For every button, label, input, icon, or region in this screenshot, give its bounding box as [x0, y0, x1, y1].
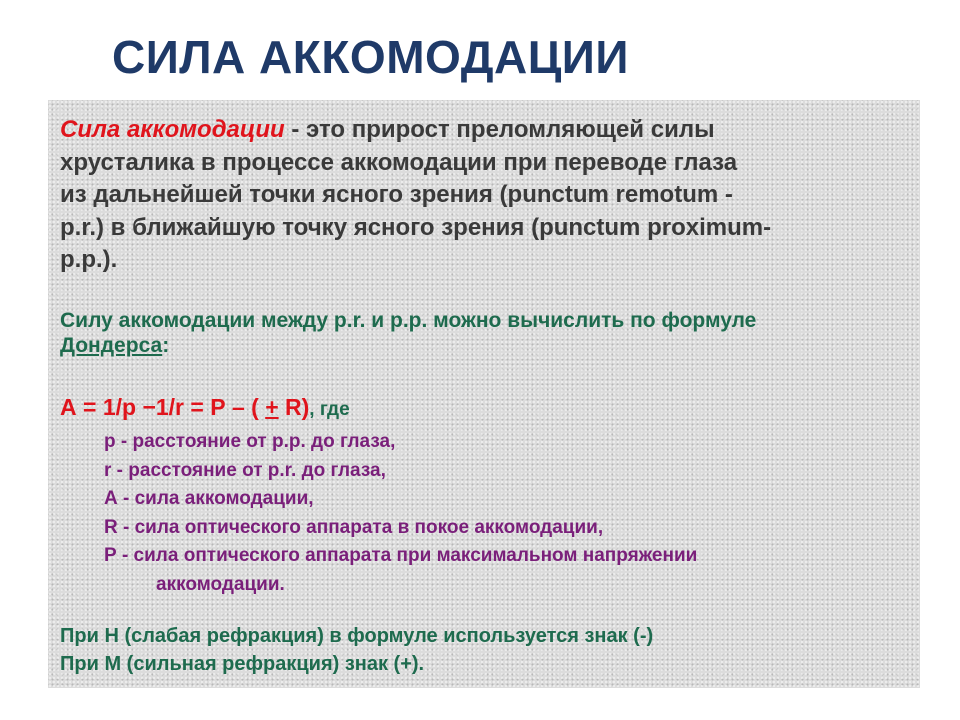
- definition-line-4: p.r.) в ближайшую точку ясного зрения (punctum proximum-: [60, 213, 772, 241]
- definition-line-1-rest: - это прирост преломляющей силы: [284, 116, 715, 143]
- note-line: При Н (слабая рефракция) в формуле используется знак (-): [60, 625, 654, 647]
- formula-legend: [104, 428, 697, 599]
- method-line-1: Силу аккомодации между p.r. и p.p. можно вычислить по формуле: [60, 309, 757, 332]
- slide-title: СИЛА АККОМОДАЦИИ: [112, 31, 629, 83]
- definition-line-5: p.p.).: [60, 246, 118, 273]
- donders-link[interactable]: Дондерса: [60, 334, 163, 357]
- definition-term: Сила аккомодации: [60, 116, 285, 143]
- definition-line-2: хрусталика в процессе аккомодации при переводе глаза: [60, 148, 738, 176]
- legend-item: А - сила аккомодации,: [104, 488, 314, 509]
- definition-line-1: [60, 114, 771, 147]
- formula-suffix: , где: [309, 399, 350, 420]
- legend-item: р - расстояние от p.p. до глаза,: [104, 431, 396, 452]
- definition-line-3: из дальнейшей точки ясного зрения (punctum remotum -: [60, 181, 733, 208]
- method-link-suffix: :: [162, 334, 170, 357]
- legend-item: Р - сила оптического аппарата при максимальном напряжении: [104, 545, 698, 566]
- formula-part-1: А = 1/р −1/r = Р – (: [60, 394, 266, 420]
- definition-paragraph: [60, 114, 771, 277]
- content-panel: [48, 100, 920, 688]
- notes: [60, 622, 653, 678]
- formula: [60, 394, 350, 421]
- note-line: При М (сильная рефракция) знак (+).: [60, 653, 425, 675]
- legend-item: аккомодации.: [156, 573, 285, 595]
- legend-item: R - сила оптического аппарата в покое аккомодации,: [104, 516, 604, 538]
- method-paragraph: [60, 308, 756, 358]
- method-line-2: [60, 333, 756, 358]
- legend-item: r - расстояние от p.r. до глаза,: [104, 459, 386, 481]
- formula-part-2: R): [278, 394, 310, 420]
- formula-plus-minus: +: [265, 394, 279, 420]
